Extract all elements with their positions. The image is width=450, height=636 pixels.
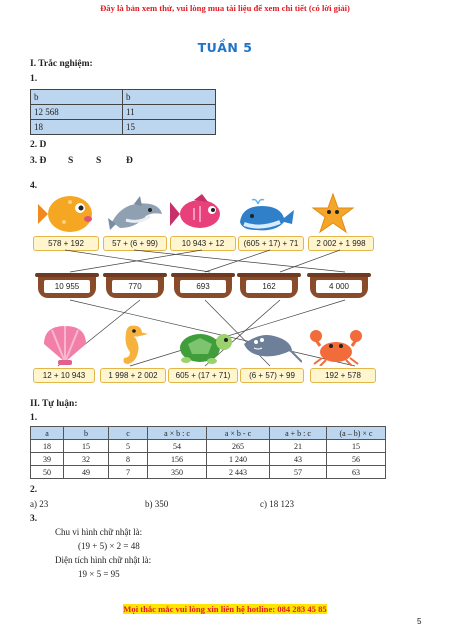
- section-2-heading: II. Tự luận:: [30, 399, 78, 409]
- bottom-expression-tag: (6 + 57) + 99: [240, 368, 304, 383]
- solution-line: Diện tích hình chữ nhật là:: [55, 555, 152, 565]
- result-bowl: [38, 276, 96, 298]
- table-row: [31, 466, 386, 479]
- result-value: 693: [180, 280, 226, 293]
- table-header-cell: a × b : c: [148, 427, 207, 440]
- table-cell: 156: [148, 453, 207, 466]
- table-cell: 5: [109, 440, 148, 453]
- solution-line: 19 × 5 = 95: [78, 569, 120, 579]
- result-bowl: [310, 276, 368, 298]
- table-row: [31, 453, 386, 466]
- table-cell: 7: [109, 466, 148, 479]
- bottom-expression-tag: 605 + (17 + 71): [168, 368, 238, 383]
- turtle-icon: [170, 324, 234, 366]
- table-cell: 63: [327, 466, 386, 479]
- result-bowl: [174, 276, 232, 298]
- table-cell: 15: [327, 440, 386, 453]
- preview-banner: Đây là bản xem thử, vui lòng mua tài liệu để xem chi tiết (có lời giải): [100, 3, 350, 13]
- bottom-expression-tag: 12 + 10 943: [33, 368, 95, 383]
- table-cell: 12 568: [31, 105, 123, 120]
- page-number: 5: [417, 617, 422, 626]
- section-1-heading: I. Trắc nghiệm:: [30, 59, 93, 69]
- table-cell: b: [31, 90, 123, 105]
- essay-q2-label: 2.: [30, 485, 38, 495]
- table-cell: 50: [31, 466, 64, 479]
- page-title: TUẦN 5: [197, 40, 253, 55]
- table-cell: 1 240: [207, 453, 270, 466]
- essay-q1-label: 1.: [30, 413, 38, 423]
- table-cell: 56: [327, 453, 386, 466]
- table-cell: 49: [64, 466, 109, 479]
- q4-label: 4.: [30, 181, 38, 191]
- top-expression-tag: 2 002 + 1 998: [308, 236, 374, 251]
- top-expression-tag: (605 + 17) + 71: [238, 236, 304, 251]
- table-cell: 265: [207, 440, 270, 453]
- table-cell: 43: [270, 453, 327, 466]
- table-cell: 32: [64, 453, 109, 466]
- essay-q3-label: 3.: [30, 514, 38, 524]
- table-header-cell: a × b - c: [207, 427, 270, 440]
- essay-q2-answer-b: b) 350: [145, 499, 169, 509]
- table-cell: b: [123, 90, 216, 105]
- shell-icon: [40, 322, 90, 366]
- table-cell: 39: [31, 453, 64, 466]
- result-value: 770: [112, 280, 158, 293]
- result-bowl: [240, 276, 298, 298]
- table-cell: 54: [148, 440, 207, 453]
- q3-value: Đ: [126, 156, 133, 166]
- bottom-expression-tag: 192 + 578: [310, 368, 376, 383]
- table-cell: 21: [270, 440, 327, 453]
- solution-line: Chu vi hình chữ nhật là:: [55, 527, 143, 537]
- table-cell: 8: [109, 453, 148, 466]
- bottom-expression-tag: 1 998 + 2 002: [100, 368, 166, 383]
- table-header-cell: a + b : c: [270, 427, 327, 440]
- top-expression-tag: 10 943 + 12: [170, 236, 236, 251]
- table-header-cell: b: [64, 427, 109, 440]
- q1-label: 1.: [30, 74, 38, 84]
- table-cell: 57: [270, 466, 327, 479]
- table-cell: 2 443: [207, 466, 270, 479]
- table-header-cell: (a – b) × c: [327, 427, 386, 440]
- result-bowl: [106, 276, 164, 298]
- top-expression-tag: 578 + 192: [33, 236, 99, 251]
- q3-value: S: [96, 156, 102, 166]
- essay-q2-answer-a: a) 23: [30, 499, 49, 509]
- table-cell: 18: [31, 120, 123, 135]
- table-row: [31, 440, 386, 453]
- stingray-icon: [240, 328, 302, 366]
- table-header-cell: a: [31, 427, 64, 440]
- solution-line: (19 + 5) × 2 = 48: [78, 541, 140, 551]
- table-cell: 15: [123, 120, 216, 135]
- hotline-text: Mọi thắc mắc vui lòng xin liên hệ hotline: 084 283 45 85: [123, 604, 327, 614]
- q3-value: S: [68, 156, 74, 166]
- table-cell: 18: [31, 440, 64, 453]
- results-table: [30, 426, 386, 479]
- table-header-cell: c: [109, 427, 148, 440]
- table-cell: 11: [123, 105, 216, 120]
- q2-answer: 2. D: [30, 140, 47, 150]
- table-header-row: [31, 427, 386, 440]
- hotline-banner: [0, 604, 450, 614]
- result-value: 4 000: [316, 280, 362, 293]
- table-cell: 15: [64, 440, 109, 453]
- crab-icon: [308, 326, 364, 366]
- seahorse-icon: [116, 322, 150, 368]
- result-value: 10 955: [44, 280, 90, 293]
- table-cell: 350: [148, 466, 207, 479]
- result-value: 162: [246, 280, 292, 293]
- top-expression-tag: 57 + (6 + 99): [103, 236, 167, 251]
- essay-q2-answer-c: c) 18 123: [260, 499, 294, 509]
- q3-label: 3. Đ: [30, 156, 47, 166]
